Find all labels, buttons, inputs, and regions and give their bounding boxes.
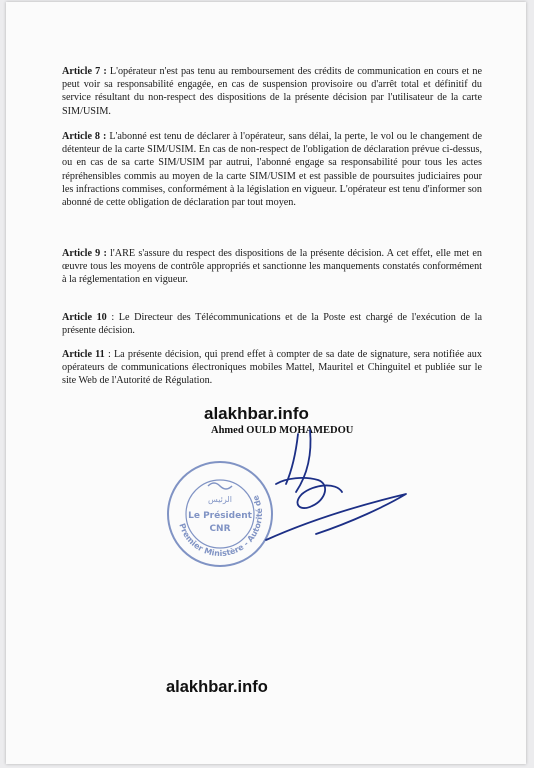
article-9-title: Article 9 : — [62, 248, 107, 259]
article-8 — [62, 130, 482, 209]
article-11 — [62, 348, 482, 388]
watermark-bottom: alakhbar.info — [166, 678, 268, 696]
stamp-emblem — [208, 483, 232, 489]
article-11-text: : La présente décision, qui prend effet à compter de sa date de signature, sera notifiée aux opérateurs de communications électroniques mobiles Mattel, Mauritel et Chinguitel et publiée sur le site Web de l'Autorité de Régulation. — [62, 349, 482, 387]
signature-stroke-1 — [286, 434, 298, 484]
signature-stroke-4 — [266, 494, 406, 540]
watermark-top: alakhbar.info — [204, 404, 309, 423]
stamp-ring-text: Premier Ministère - Autorité de — [177, 493, 265, 559]
article-8-text: L'abonné est tenu de déclarer à l'opérateur, sans délai, la perte, le vol ou le changement de détenteur de la carte SIM/USIM. En cas de non-respect de l'obligation de déclaration prévue ci-dessus, ou en cas de sa carte SIM/USIM par autrui, l'abonné engage sa responsabilité pour tous les actes répréhensibles commis au moyen de la carte SIM/USIM et est passible de poursuites judiciaires pour les infractions commises, conformément à la législation en vigueur. L'opérateur est tenu d'informer son abonné de cette obligation de déclaration par tout moyen. — [62, 131, 482, 209]
article-7 — [62, 65, 482, 118]
stamp-inner-text-2: CNR — [209, 524, 231, 534]
article-8-title: Article 8 : — [62, 131, 107, 142]
article-10 — [62, 311, 482, 337]
stamp-inner-text-1: Le Président — [188, 511, 252, 521]
stamp-arabic-text: الرئيس — [208, 495, 232, 504]
article-9-text: l'ARE s'assure du respect des dispositions de la présente décision. A cet effet, elle met en œuvre tous les moyens de contrôle appropriés et sanctionne les manquements constatés conformément à la réglementation en vigueur. — [62, 248, 482, 286]
article-10-title: Article 10 — [62, 312, 107, 323]
article-7-text: L'opérateur n'est pas tenu au remboursement des crédits de communication en cours et ne peut voir sa responsabilité engagée, en cas de suspension provisoire ou d'arrêt total et définitif du service résultant du non-respect des dispositions de la présente décision par l'utilisateur de la carte SIM/USIM. — [62, 66, 482, 117]
article-9 — [62, 247, 482, 287]
signatory-name: Ahmed OULD MOHAMEDOU — [211, 425, 354, 436]
handwritten-signature — [256, 422, 426, 552]
article-7-title: Article 7 : — [62, 66, 107, 77]
article-11-title: Article 11 — [62, 349, 105, 360]
document-page — [6, 2, 526, 764]
article-10-text: : Le Directeur des Télécommunications et de la Poste est chargé de l'exécution de la présente décision. — [62, 312, 483, 337]
